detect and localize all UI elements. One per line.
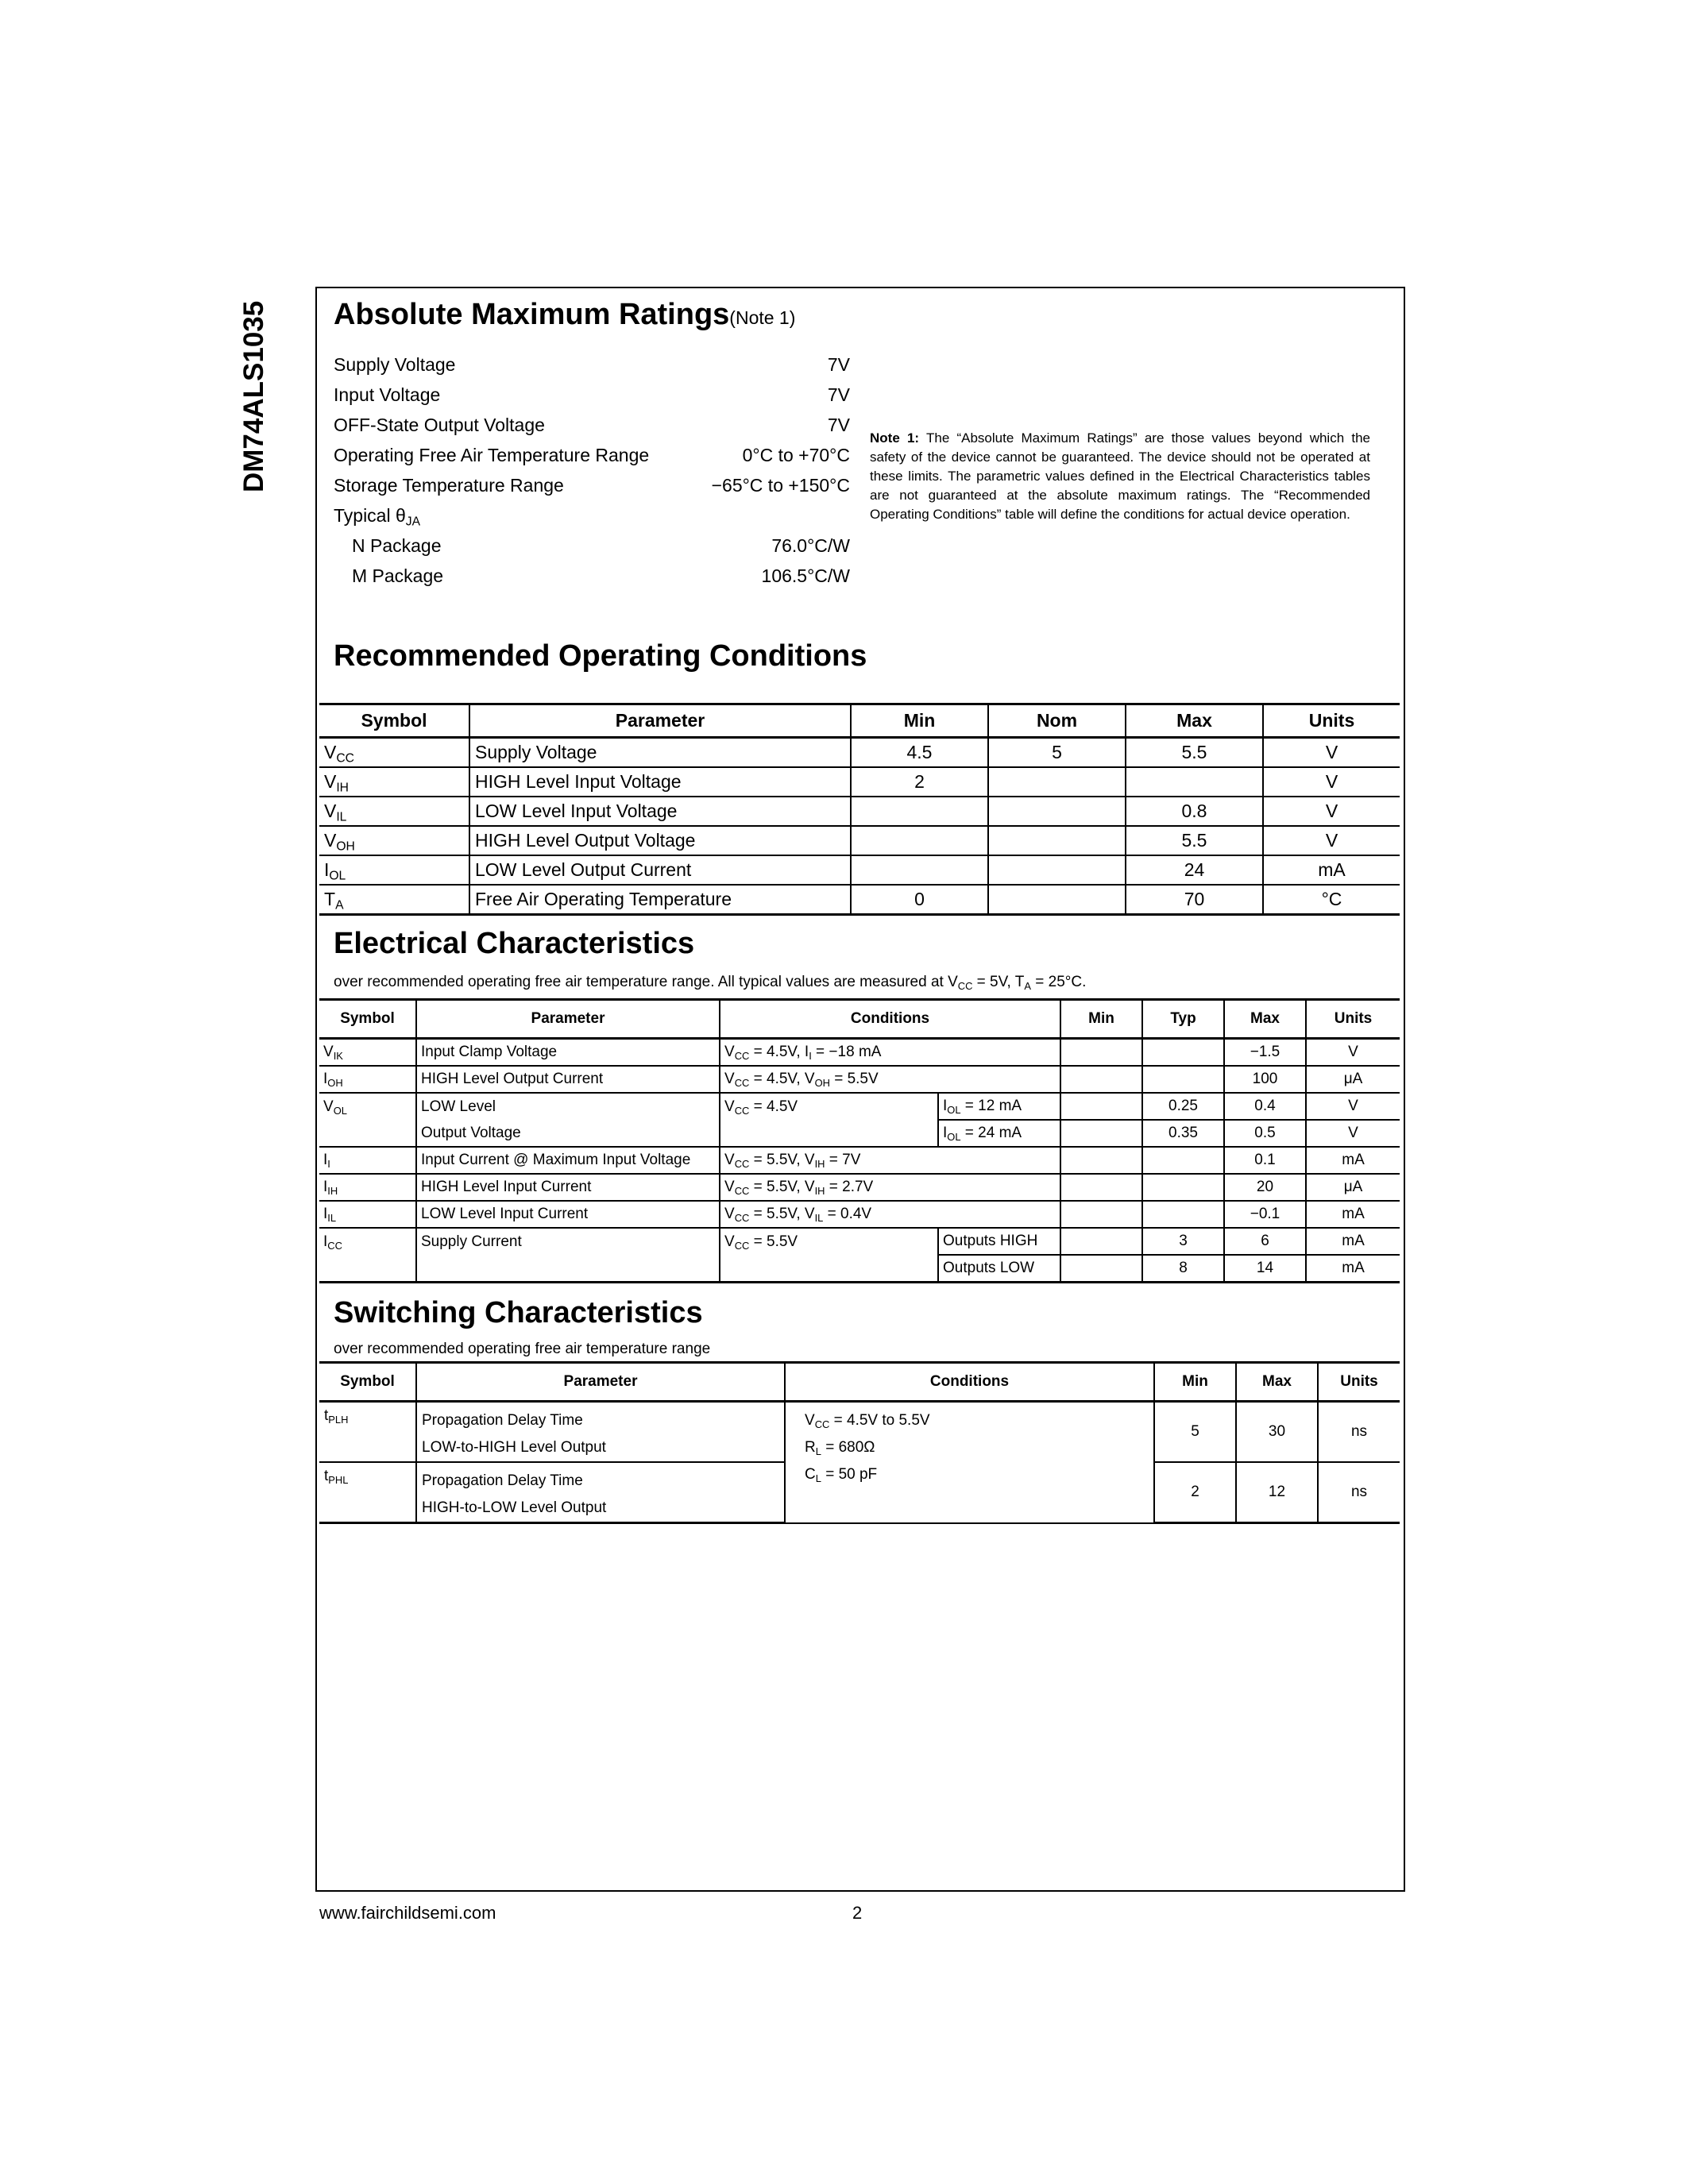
table-row: $I_{CC}$ Supply Current $V_{CC} = 5.5V$ Outputs HIGH 3 6 mA [319,1228,1400,1255]
table-row: $I_{IH}$ HIGH Level Input Current $V_{CC} = 5.5V$, $V_{IH} = 2.7V$ 20 μA [319,1174,1400,1201]
part-number-title: DM74ALS1035 [238,300,269,492]
col-header: Min [1060,1000,1142,1039]
col-header: Units [1263,704,1400,738]
sc-table [319,1361,1400,1524]
table-row: $V_{OH}$ HIGH Level Output Voltage 5.5 V [319,826,1400,855]
col-header: Symbol [319,1363,416,1402]
table-row: $t_{PHL}$ Propagation Delay Time HIGH-to-LOW Level Output 2 12 ns [319,1462,1400,1523]
col-header: Parameter [416,1000,720,1039]
rating-row: N Package 76.0°C/W [352,535,850,556]
table-row: Outputs LOW 8 14 mA [319,1255,1400,1283]
table-row: $I_I$ Input Current @ Maximum Input Voltage $V_{CC} = 5.5V$, $V_{IH} = 7V$ 0.1 mA [319,1147,1400,1174]
sc-cond-vcc: $V_{CC} = 4.5V$ to 5.5V [805,1412,930,1430]
roc-heading: Recommended Operating Conditions [334,639,867,673]
col-header: Min [1154,1363,1236,1402]
table-row: $t_{PLH}$ Propagation Delay Time LOW-to-HIGH Level Output $V_{CC} = 4.5V$ to 5.5V $R_L = 680\Omega$ $C_L = 50$ pF 5 30 ns [319,1402,1400,1463]
table-row: $I_{IL}$ LOW Level Input Current $V_{CC} = 5.5V$, $V_{IL} = 0.4V$ −0.1 mA [319,1201,1400,1228]
table-row: $V_{CC}$ Supply Voltage 4.5 5 5.5 V [319,738,1400,768]
col-header: Max [1126,704,1263,738]
table-row: $I_{OH}$ HIGH Level Output Current $V_{CC} = 4.5V$, $V_{OH} = 5.5V$ 100 μA [319,1066,1400,1093]
amr-note-ref: (Note 1) [729,307,796,328]
rating-row: OFF-State Output Voltage 7V [334,415,850,435]
sc-cond-rl: $R_L = 680\Omega$ [805,1439,875,1457]
col-header: Symbol [319,704,469,738]
ec-caption: over recommended operating free air temperature range. All typical values are measured at $V_{CC} = 5V$, $T_A = 25^\circ C$. [334,974,1087,992]
col-header: Conditions [720,1000,1060,1039]
ec-heading: Electrical Characteristics [334,927,695,960]
rating-row: Supply Voltage 7V [334,354,850,375]
table-row: $V_{OL}$ LOW Level $V_{CC} = 4.5V$ $I_{OL} = 12$ mA 0.25 0.4 V [319,1093,1400,1120]
col-header: Units [1318,1363,1400,1402]
col-header: Max [1236,1363,1318,1402]
table-row: $I_{OL}$ LOW Level Output Current 24 mA [319,855,1400,885]
col-header: Min [851,704,988,738]
col-header: Conditions [785,1363,1154,1402]
col-header: Parameter [469,704,851,738]
col-header: Units [1306,1000,1400,1039]
rating-row: Storage Temperature Range −65°C to +150°C [334,475,850,496]
page-number: 2 [852,1903,863,1923]
amr-heading: Absolute Maximum Ratings(Note 1) [334,298,796,331]
sc-caption: over recommended operating free air temperature range [334,1341,711,1357]
rating-row: Operating Free Air Temperature Range 0°C to +70°C [334,445,850,465]
roc-table [319,703,1400,916]
sc-cond-cl: $C_L = 50$ pF [805,1466,878,1484]
ec-table [319,998,1400,1283]
rating-row: M Package 106.5°C/W [352,565,850,586]
table-row: $V_{IL}$ LOW Level Input Voltage 0.8 V [319,797,1400,826]
rating-row: Input Voltage 7V [334,384,850,405]
sc-heading: Switching Characteristics [334,1296,703,1329]
table-row: Output Voltage $I_{OL} = 24$ mA 0.35 0.5 V [319,1120,1400,1147]
col-header: Symbol [319,1000,416,1039]
col-header: Nom [988,704,1126,738]
table-row: $T_A$ Free Air Operating Temperature 0 70 °C [319,885,1400,915]
table-row: $V_{IH}$ HIGH Level Input Voltage 2 V [319,767,1400,797]
note-1: Note 1: The “Absolute Maximum Ratings” are those values beyond which the safety of the device cannot be guaranteed. The device should not be operated at these limits. The parametric values defined in the Electrical Characteristics tables are not guaranteed at the absolute maximum ratings. The “Recommended Operating Conditions” table will define the conditions for actual device operation. [870,430,1370,522]
col-header: Typ [1142,1000,1224,1039]
col-header: Max [1224,1000,1306,1039]
col-header: Parameter [416,1363,785,1402]
footer-url[interactable]: www.fairchildsemi.com [319,1903,496,1923]
table-row: $V_{IK}$ Input Clamp Voltage $V_{CC} = 4.5V$, $I_I = -18$ mA −1.5 V [319,1039,1400,1067]
rating-row: Typical $\theta_{JA}$ [334,505,420,529]
